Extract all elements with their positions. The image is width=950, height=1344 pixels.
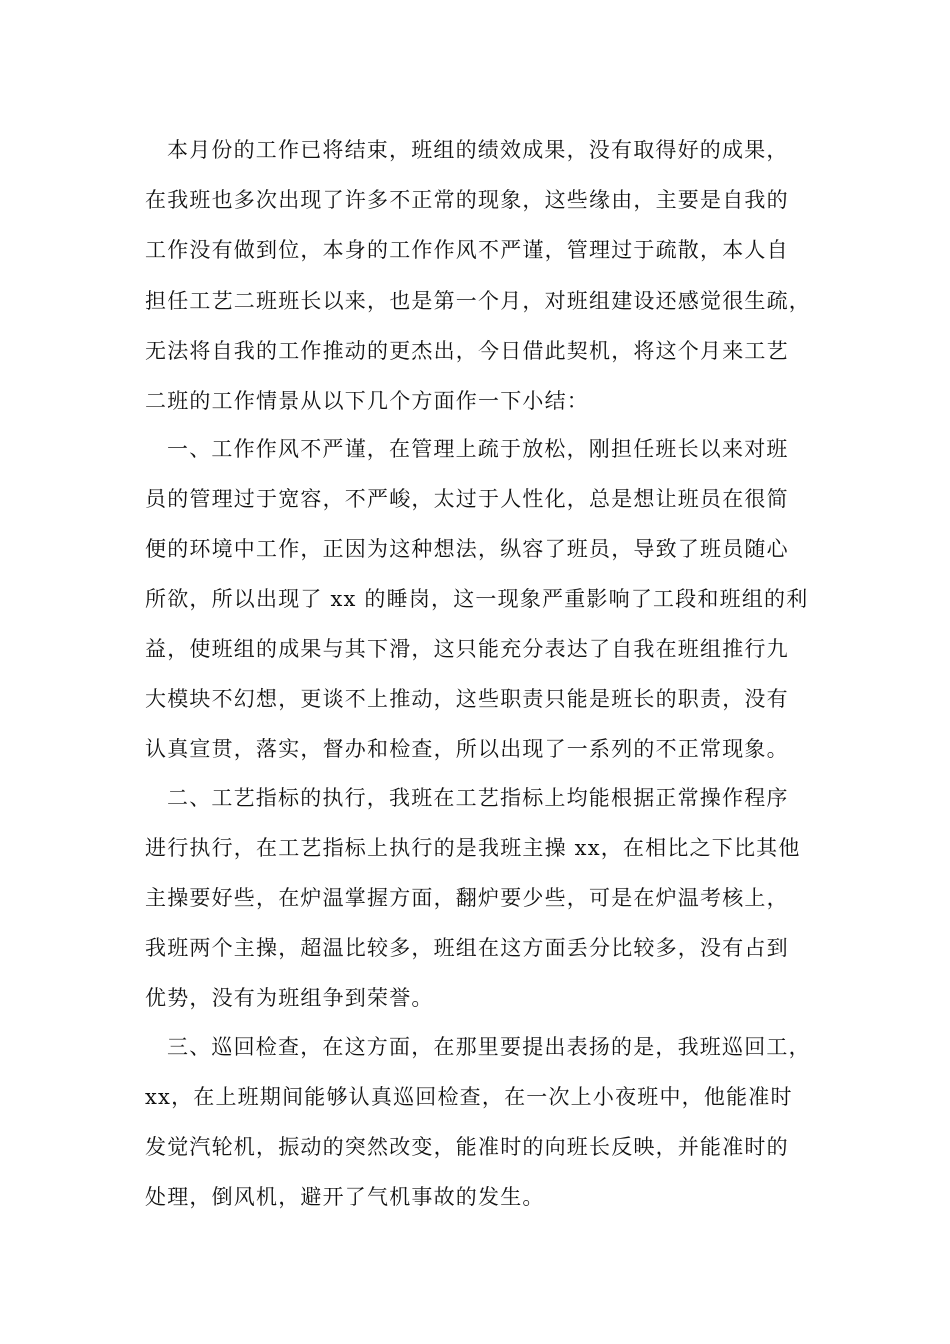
paragraph-3-line-1: 二、工艺指标的执行，我班在工艺指标上均能根据正常操作程序 (167, 786, 789, 810)
paragraph-3-line-5: 优势，没有为班组争到荣誉。 (145, 986, 434, 1010)
paragraph-1-line-3: 工作没有做到位，本身的工作作风不严谨，管理过于疏散，本人自 (145, 238, 789, 262)
paragraph-2-line-2: 员的管理过于宽容，不严峻，太过于人性化，总是想让班员在很简 (145, 487, 789, 511)
paragraph-1-line-5: 无法将自我的工作推动的更杰出，今日借此契机，将这个月来工艺 (145, 339, 789, 363)
paragraph-1-line-2: 在我班也多次出现了许多不正常的现象，这些缘由，主要是自我的 (145, 188, 789, 212)
paragraph-2-line-7: 认真宣贯，落实，督办和检查，所以出现了一系列的不正常现象。 (145, 737, 789, 761)
paragraph-1-line-4: 担任工艺二班班长以来，也是第一个月，对班组建设还感觉很生疏， (145, 289, 811, 313)
paragraph-4-line-2: xx，在上班期间能够认真巡回检查，在一次上小夜班中，他能准时 (145, 1085, 793, 1109)
paragraph-2-line-4: 所欲，所以出现了 xx 的睡岗，这一现象严重影响了工段和班组的利 (145, 587, 809, 611)
paragraph-4-line-3: 发觉汽轮机，振动的突然改变，能准时的向班长反映，并能准时的 (145, 1135, 789, 1159)
paragraph-1-line-1: 本月份的工作已将结束，班组的绩效成果，没有取得好的成果， (167, 138, 789, 162)
paragraph-2-line-3: 便的环境中工作，正因为这种想法，纵容了班员，导致了班员随心 (145, 537, 789, 561)
paragraph-3-line-4: 我班两个主操，超温比较多，班组在这方面丢分比较多，没有占到 (145, 936, 789, 960)
paragraph-3-line-3: 主操要好些，在炉温掌握方面，翻炉要少些，可是在炉温考核上， (145, 886, 789, 910)
paragraph-2-line-5: 益，使班组的成果与其下滑，这只能充分表达了自我在班组推行九 (145, 637, 789, 661)
paragraph-4-line-4: 处理，倒风机，避开了气机事故的发生。 (145, 1185, 545, 1209)
paragraph-2-line-1: 一、工作作风不严谨，在管理上疏于放松，刚担任班长以来对班 (167, 437, 789, 461)
paragraph-4-line-1: 三、巡回检查，在这方面，在那里要提出表扬的是，我班巡回工， (167, 1035, 811, 1059)
paragraph-2-line-6: 大模块不幻想，更谈不上推动，这些职责只能是班长的职责，没有 (145, 687, 789, 711)
paragraph-1-line-6: 二班的工作情景从以下几个方面作一下小结： (145, 389, 589, 413)
paragraph-3-line-2: 进行执行，在工艺指标上执行的是我班主操 xx，在相比之下比其他 (145, 836, 801, 860)
